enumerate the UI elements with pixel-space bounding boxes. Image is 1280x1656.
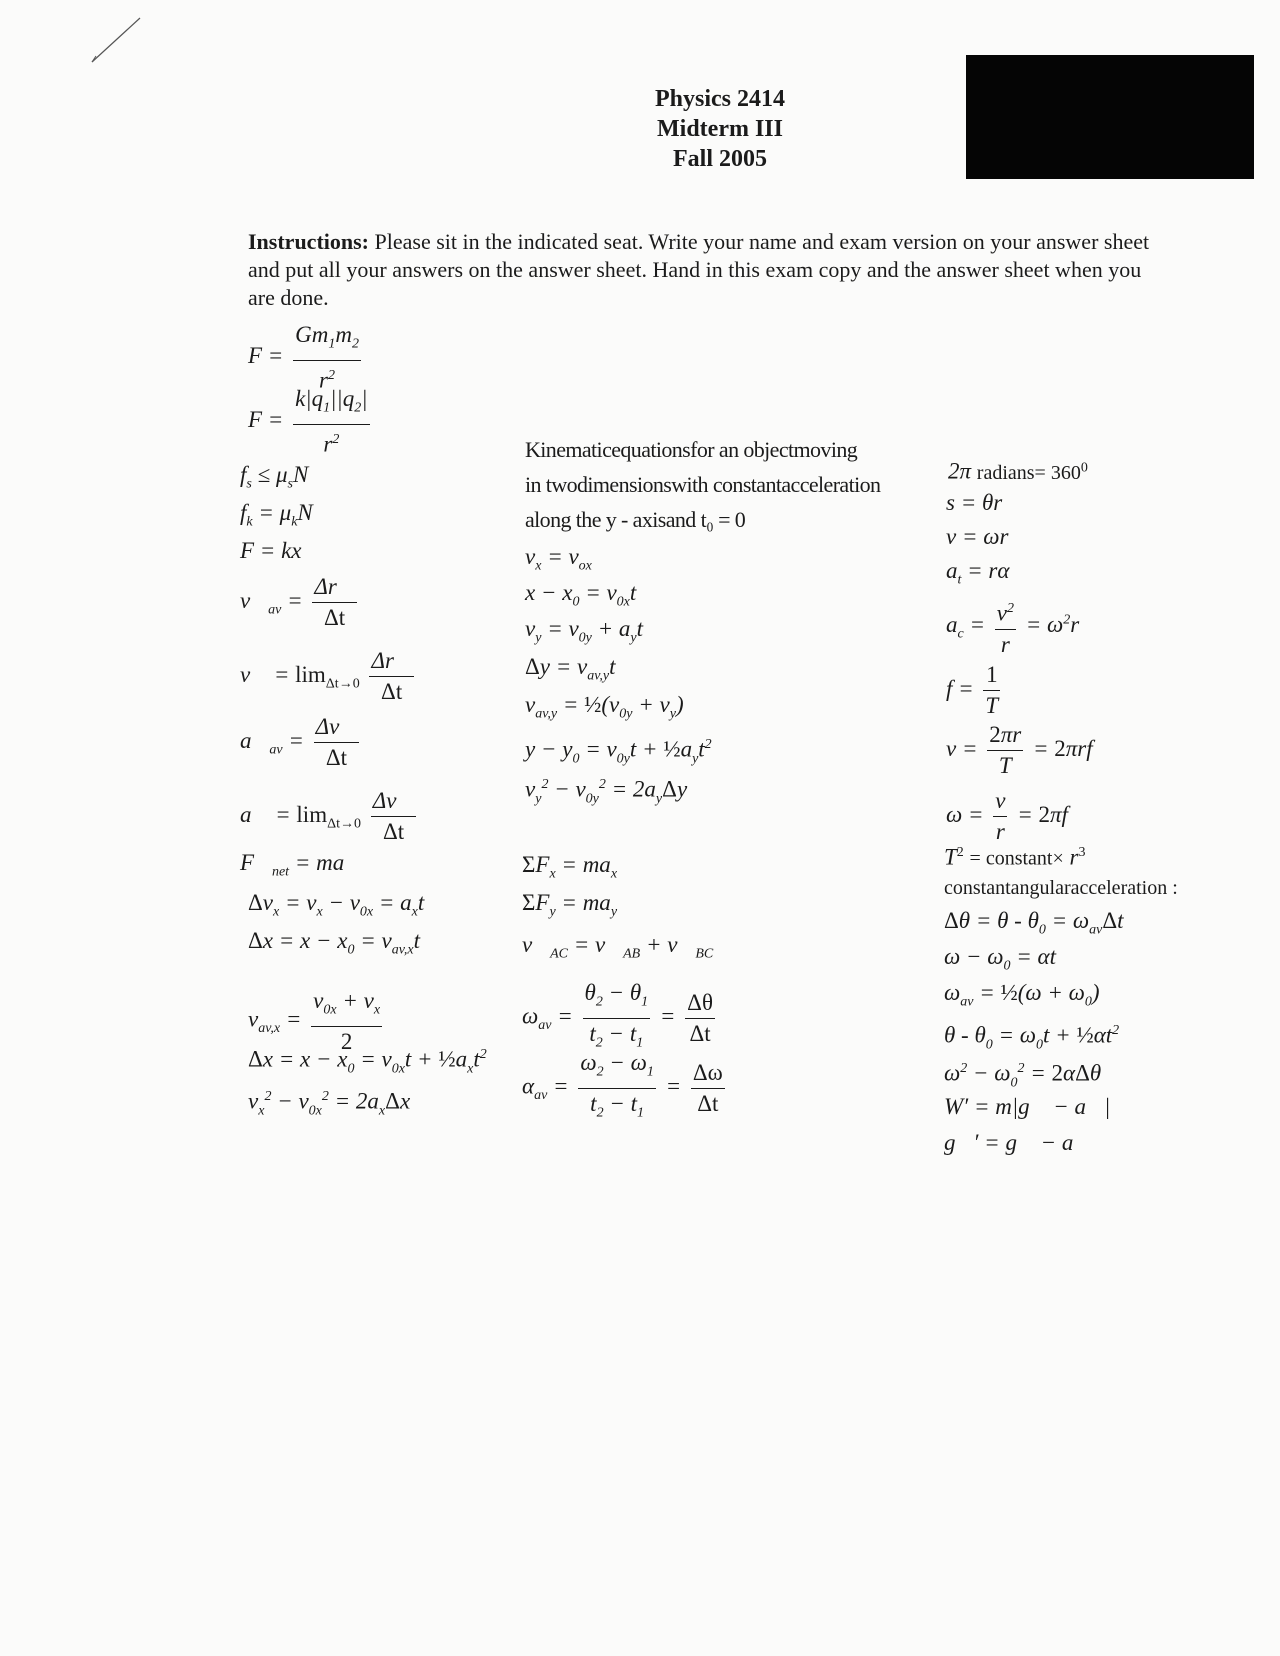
eq-v-period: v = $\frac{2\pi r}{T}$ = 2πrf — [946, 722, 1093, 778]
eq-omega-average: $\omega_{av}$ = ½(ω + $\omega_0$) — [944, 980, 1100, 1010]
kinematics-heading-line3: along the y - axisand t₀ = 0 — [525, 507, 746, 532]
exam-title — [600, 84, 840, 174]
eq-delta-y: $\Delta y = v_{av,y}t$ — [525, 654, 616, 684]
eq-omega-squared: $\omega^2 - \omega_0^2 = 2\alpha\Delta\theta$ — [944, 1060, 1102, 1091]
eq-delta-vx: $\Delta v_x = v_x - v_{0x} = a_xt$ — [248, 890, 425, 920]
eq-vavy: $v_{av,y}$ = $\frac{1}{2}(v_{0y} + v_y)$ — [525, 692, 684, 722]
eq-vy2: $v_y^2 - v_{0y}^2 = 2a_y\Delta y$ — [525, 776, 688, 807]
eq-sum-fx: $\Sigma F_x = ma_x$ — [522, 852, 618, 882]
instructions-label: Instructions: — [248, 229, 370, 254]
pen-scribble — [88, 10, 148, 70]
redaction-box — [966, 55, 1254, 179]
eq-delta-x: $\Delta x = x - x_0 = v_{av,x}t$ — [248, 928, 420, 958]
exam-name: Midterm III — [657, 116, 783, 142]
const-angular-heading-text: constantangularacceleration : — [944, 877, 1178, 899]
eq-delta-x2: $\Delta x = x - x_0 = v_{0x}t$ + $\frac{1}{2}a_xt^2$ — [248, 1046, 487, 1077]
instructions-text: Please sit in the indicated seat. Write your name and exam version on your answer sheet and put all your answers on the answer sheet. Hand in this exam copy and the answer sheet when you are done. — [248, 229, 1150, 310]
eq-y-y0: $y - y_0 = v_{0y}t$ + $\frac{1}{2}a_yt^2$ — [525, 736, 712, 767]
eq-v-omega-r: v = ωr — [946, 524, 1009, 549]
eq-a-av: $a⃗_{av}$ = $\frac{\Delta v⃗}{\Delta t}$ — [240, 714, 358, 770]
eq-apparent-weight: W′ = m|g⃗ − a⃗| — [944, 1094, 1111, 1119]
eq-v-av: $v⃗_{av}$ = $\frac{\Delta r⃗}{\Delta t}$ — [240, 574, 355, 630]
exam-term: Fall 2005 — [673, 146, 767, 172]
eq-kepler: $T^2$ = constant× $r^3$ — [944, 844, 1086, 870]
eq-centripetal: $a_c$ = $\frac{v^2}{r}$ = $\omega^2r$ — [946, 594, 1079, 660]
eq-vavx: $v_{av,x}$ = $\frac{v_{0x} + v_x}{2}$ — [248, 988, 381, 1054]
eq-radians: 2π radians= $360^0$ — [948, 458, 1088, 484]
eq-omega: ω = $\frac{v}{r}$ = 2πf — [946, 788, 1068, 844]
instructions — [248, 228, 1168, 312]
eq-tangential-accel: $a_t = r\alpha$ — [946, 558, 1010, 588]
eq-delta-theta: $\Delta\theta = \theta - \theta_0 = \omega_{av}\Delta t$ — [944, 908, 1124, 938]
eq-coulomb: F = $\frac{k|q_1||q_2|}{r^2}$ — [248, 386, 368, 457]
eq-spring: F = kx — [240, 538, 302, 563]
eq-static-friction: $f_s \le \mu_sN$ — [240, 462, 309, 492]
eq-kinetic-friction: $f_k = \mu_kN$ — [240, 500, 313, 530]
eq-gravity: F = $\frac{Gm_1m_2}{r^2}$ — [248, 322, 359, 393]
eq-alpha-av: $\alpha_{av}$ = $\frac{\omega_2 - \omega_1}{t_2 - t_1}$ = $\frac{\Delta\omega}{\Delta t}$ — [522, 1050, 723, 1121]
kinematics-heading — [525, 432, 880, 537]
eq-frequency: f = $\frac{1}{T}$ — [946, 662, 999, 718]
eq-v-inst: v⃗ = $\lim_{\Delta t\to 0}$ $\frac{\Delta r⃗}{\Delta t}$ — [240, 648, 412, 704]
eq-theta-t: $\theta - \theta_0 = \omega_0t$ + $\frac{1}{2}\alpha t^2$ — [944, 1022, 1120, 1053]
eq-relative-velocity: $v⃗_{AC}$ = $v⃗_{AB}$ + $v⃗_{BC}$ — [522, 932, 714, 962]
eq-arc-length: s = θr — [946, 490, 1003, 515]
eq-vx-const: $v_x = v_{ox}$ — [525, 544, 592, 574]
eq-vy: $v_y = v_{0y} + a_yt$ — [525, 616, 644, 646]
eq-omega-av: $\omega_{av}$ = $\frac{\theta_2 - \theta_1}{t_2 - t_1}$ = $\frac{\Delta\theta}{\Delta t}$ — [522, 980, 713, 1051]
eq-g-prime: g⃗′ = g⃗ − a⃗ — [944, 1130, 1092, 1155]
eq-a-inst: a⃗ = $\lim_{\Delta t\to 0}$ $\frac{\Delta v⃗}{\Delta t}$ — [240, 788, 415, 844]
kinematics-heading-line2: in twodimensionswith constantacceleration — [525, 472, 881, 497]
kinematics-heading-line1: Kinematicequationsfor an objectmoving — [525, 437, 858, 462]
course-name: Physics 2414 — [654, 86, 785, 112]
eq-sum-fy: $\Sigma F_y = ma_y$ — [522, 890, 618, 920]
eq-omega-alpha: $\omega - \omega_0 = \alpha t$ — [944, 944, 1056, 974]
eq-newton: $F⃗_{net}$ = ma⃗ — [240, 850, 363, 880]
eq-x-x0: $x - x_0 = v_{0x}t$ — [525, 580, 637, 610]
eq-vx2: $v_x^2 - v_{0x}^2 = 2a_x\Delta x$ — [248, 1088, 411, 1119]
const-angular-heading — [944, 874, 1178, 901]
